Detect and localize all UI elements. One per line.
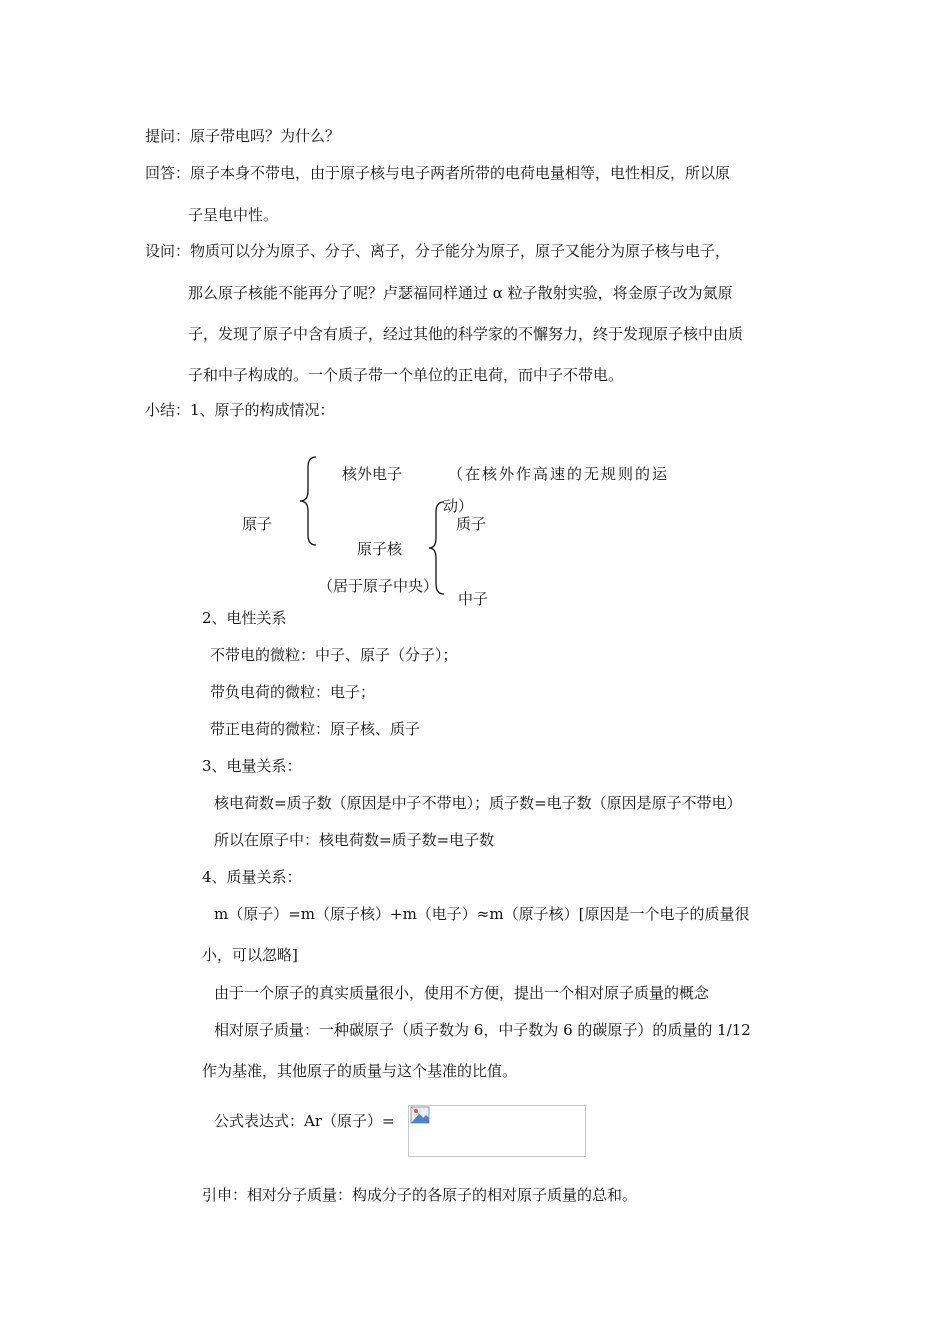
- sec3-title: 3、电量关系：: [202, 757, 302, 775]
- sec4-concept: 由于一个原子的真实质量很小，使用不方便，提出一个相对原子质量的概念: [214, 984, 710, 1002]
- sec4-formula-line-2: 小，可以忽略]: [202, 946, 298, 964]
- formula-image-placeholder: [408, 1105, 586, 1157]
- sec4-formula-line-1: m（原子）=m（原子核）+m（电子）≈m（原子核）[原因是一个电子的质量很: [214, 905, 750, 923]
- proton-label: 质子: [456, 515, 487, 533]
- extension-text: 引申：相对分子质量：构成分子的各原子的相对原子质量的总和。: [202, 1186, 638, 1204]
- sec3-line-2: 所以在原子中：核电荷数=质子数=电子数: [214, 831, 495, 849]
- atom-label: 原子: [242, 515, 273, 533]
- answer-line-2: 子呈电中性。: [188, 206, 279, 224]
- sec4-definition-line-2: 作为基准，其他原子的质量与这个基准的比值。: [202, 1062, 518, 1080]
- answer-line-1: 回答：原子本身不带电，由于原子核与电子两者所带的电荷电量相等，电性相反，所以原: [145, 164, 731, 182]
- electron-label: 核外电子: [342, 465, 403, 483]
- sec3-line-1: 核电荷数=质子数（原因是中子不带电）；质子数=电子数（原因是原子不带电）: [214, 794, 742, 812]
- electron-note-line-2: 动）: [443, 497, 474, 515]
- sec4-expression: 公式表达式：Ar（原子）=: [214, 1112, 395, 1130]
- setq-line-4: 子和中子构成的。一个质子带一个单位的正电荷，而中子不带电。: [188, 366, 624, 384]
- sec4-definition-line-1: 相对原子质量：一种碳原子（质子数为 6，中子数为 6 的碳原子）的质量的 1/12: [214, 1021, 751, 1039]
- setq-line-3: 子，发现了原子中含有质子，经过其他的科学家的不懈努力，终于发现原子核中由质: [188, 325, 744, 343]
- summary-title: 小结：1、原子的构成情况：: [145, 401, 335, 419]
- sec2-neutral: 不带电的微粒：中子、原子（分子）；: [210, 646, 458, 664]
- sec4-title: 4、质量关系：: [202, 868, 302, 886]
- nucleus-brace: [426, 500, 448, 596]
- sec2-title: 2、电性关系: [202, 609, 287, 627]
- setq-line-2: 那么原子核能不能再分了呢？卢瑟福同样通过 α 粒子散射实验，将金原子改为氮原: [188, 284, 733, 302]
- nucleus-label: 原子核: [357, 540, 403, 558]
- atom-brace: [296, 455, 322, 547]
- electron-note-line-1: （在核外作高速的无规则的运: [448, 465, 670, 483]
- neutron-label: 中子: [458, 590, 489, 608]
- setq-line-1: 设问：物质可以分为原子、分子、离子，分子能分为原子，原子又能分为原子核与电子，: [145, 242, 731, 260]
- sec2-positive: 带正电荷的微粒：原子核、质子: [210, 720, 421, 738]
- broken-image-icon: [410, 1106, 430, 1124]
- question-text: 提问：原子带电吗？为什么？: [145, 127, 341, 145]
- sec2-negative: 带负电荷的微粒：电子；: [210, 683, 376, 701]
- nucleus-note: （居于原子中央）: [318, 577, 439, 595]
